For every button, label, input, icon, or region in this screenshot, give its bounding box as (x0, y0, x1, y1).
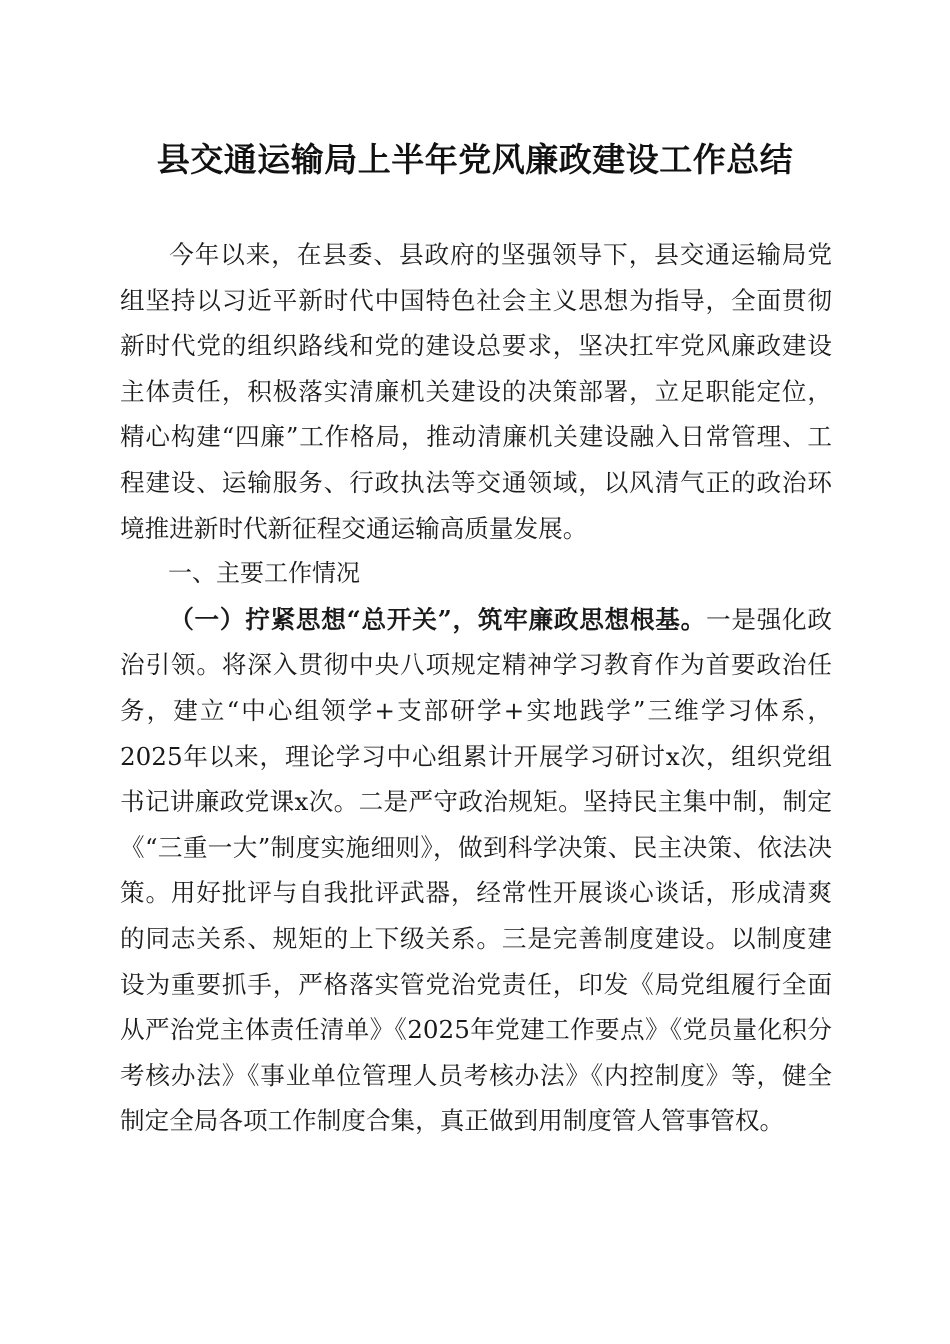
section-heading: 一、主要工作情况 (168, 559, 360, 588)
document-body (120, 232, 832, 1144)
subsection-body: 一是强化政治引领。将深入贯彻中央八项规定精神学习教育作为首要政治任务，建立“中心组领学+支部研学+实地践学”三维学习体系，2025年以来，理论学习中心组累计开展学习研讨x次，组织党组书记讲廉政党课x次。二是严守政治规矩。坚持民主集中制，制定《“三重一大”制度实施细则》，做到科学决策、民主决策、依法决策。用好批评与自我批评武器，经常性开展谈心谈话，形成清爽的同志关系、规矩的上下级关系。三是完善制度建设。以制度建设为重要抓手，严格落实管党治党责任，印发《局党组履行全面从严治党主体责任清单》《2025年党建工作要点》《党员量化积分考核办法》《事业单位管理人员考核办法》《内控制度》等，健全制定全局各项工作制度合集，真正做到用制度管人管事管权。 (120, 604, 832, 1136)
document-title: 县交通运输局上半年党风廉政建设工作总结 (156, 140, 794, 179)
subsection-title: （一）拧紧思想“总开关”，筑牢廉政思想根基。 (169, 604, 706, 634)
subsection-paragraph (120, 597, 832, 1144)
intro-paragraph: 今年以来，在县委、县政府的坚强领导下，县交通运输局党组坚持以习近平新时代中国特色社会主义思想为指导，全面贯彻新时代党的组织路线和党的建设总要求，坚决扛牢党风廉政建设主体责任，积极落实清廉机关建设的决策部署，立足职能定位，精心构建“四廉”工作格局，推动清廉机关建设融入日常管理、工程建设、运输服务、行政执法等交通领域，以风清气正的政治环境推进新时代新征程交通运输高质量发展。 (120, 240, 832, 543)
